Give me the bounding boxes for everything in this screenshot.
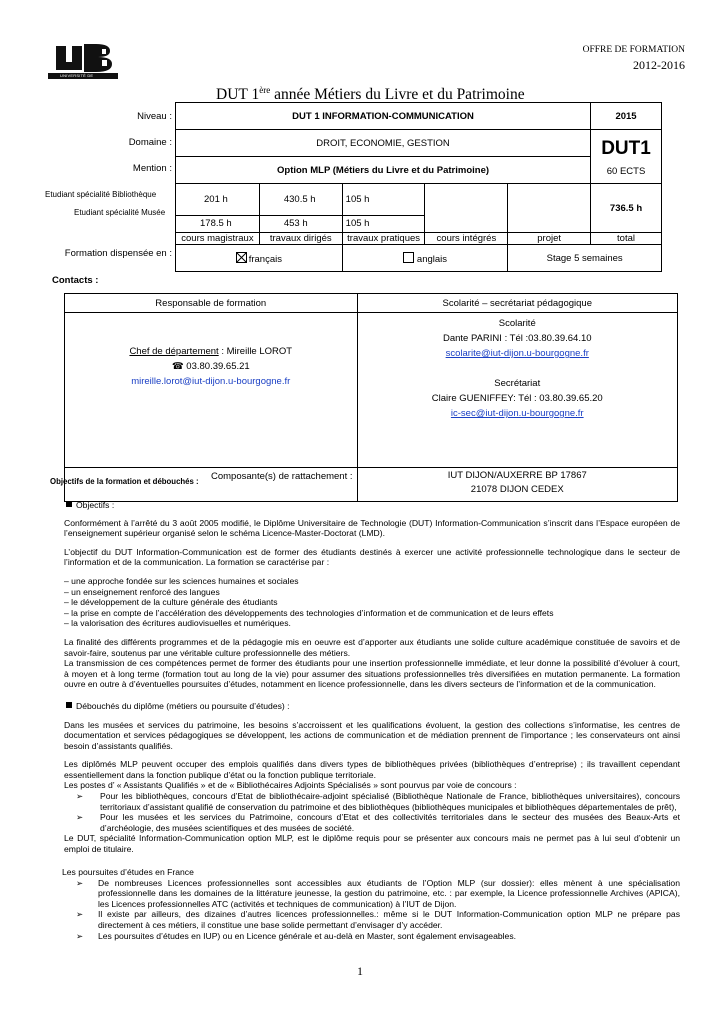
- title-prefix: DUT 1: [216, 86, 260, 104]
- sec-title: Secrétariat: [494, 378, 541, 389]
- objectifs-list-item: – la prise en compte de l’accélération des développements des technologies d’information et de communication et de leurs effets: [64, 607, 554, 618]
- arrow-bullet-icon: ➢: [76, 791, 84, 802]
- musee-label: Etudiant spécialité Musée: [74, 208, 166, 217]
- objectifs-p3: La finalité des différents programmes et de la pédagogie mis en oeuvre est d’apporter aux étudiants une solide culture académique constituée de savoirs et de savoir-faire, soutenus par une véritable culture professionnelle des métiers.: [64, 636, 680, 658]
- scol-name: Dante PARINI : Tél :03.80.39.64.10: [442, 333, 592, 344]
- contacts-title: Contacts :: [52, 275, 99, 286]
- university-logo: [46, 40, 120, 84]
- total-value: 736.5 h: [591, 184, 662, 233]
- composante-label: Composante(s) de rattachement :: [65, 468, 358, 502]
- objectifs-p4: La transmission de ces compétences permet de former des étudiants pour une insertion professionnelle immédiate, et leur donne la possibilité d’évoluer à court, à moyen et à long terme (formation tout au long de la vie) pour assumer des situations professionnelles très diversifiées en mutation permanente. La formation ouvre en outre à d’éventuelles poursuites d’études, notamment en licence professionnelle, dans les divers secteurs de l’information et de la communication.: [64, 658, 680, 690]
- sec-name: Claire GUENIFFEY: Tél : 03.80.39.65.20: [431, 393, 603, 404]
- title-rest: année Métiers du Livre et du Patrimoine: [270, 86, 525, 104]
- mention-label: Mention :: [132, 163, 172, 174]
- objectifs-list-item: – un enseignement renforcé des langues: [64, 586, 220, 597]
- francais-checkbox[interactable]: [236, 252, 247, 263]
- biblio-tp: [342, 184, 425, 233]
- debouches-arrow-item: ➢ Pour les musées et les services du Patrimoine, concours d’Etat et des collectivités territoriales dans le secteur des musées des Beaux-Arts et d’archéologie, des musées scientifiques et des musées de société.: [64, 812, 680, 833]
- poursuites-arrow-item: ➢ Les poursuites d’études en IUP) ou en Licence générale et au-delà en Master, sont également envisageables.: [62, 931, 680, 942]
- poursuites-arrow-item: ➢ Il existe par ailleurs, des dizaines d’autres licences professionnelles.: même si le DUT Information-Communication option MLP ne prépare pas directement à ces métiers, il constitue une base solide permettant d’envisager d’y accéder.: [62, 909, 680, 930]
- objectifs-p1: Conformément à l’arrêté du 3 août 2005 modifié, le Diplôme Universitaire de Technologie (DUT) Information-Communication s’inscrit dans l’Espace européen de l’enseignement supérieur organisé selon le schéma Licence-Master-Doctorat (LMD).: [64, 517, 680, 539]
- square-bullet-icon: [66, 702, 72, 708]
- responsable-cell: [65, 313, 358, 468]
- logo-subtitle: UNIVERSITÉ DE BOURGOGNE: [60, 73, 94, 83]
- scolarite-cell: [357, 313, 677, 468]
- composante-line2: 21078 DIJON CEDEX: [470, 484, 564, 495]
- debouches-p2: Les diplômés MLP peuvent occuper des emplois qualifiés dans divers types de bibliothèques privées (bibliothèques d’entreprise) ; ils travaillent cependant essentiellement dans la fonction publique d’état ou la fonction publique territoriale.: [64, 759, 680, 780]
- domaine-label: Domaine :: [128, 137, 172, 148]
- francais-cell: [176, 245, 343, 272]
- dut1-big: DUT1: [601, 138, 651, 159]
- biblio-cm: [176, 184, 260, 233]
- dispensee-label: Formation dispensée en :: [64, 248, 172, 259]
- objectifs-heading: Objectifs de la formation et débouchés :: [50, 477, 199, 486]
- anglais-checkbox[interactable]: [403, 252, 414, 263]
- offer-years: 2012-2016: [633, 58, 685, 72]
- chef-email[interactable]: mireille.lorot@iut-dijon.u-bourgogne.fr: [131, 376, 291, 387]
- musee-ci-value: [425, 216, 507, 232]
- niveau-value: DUT 1 INFORMATION-COMMUNICATION: [176, 103, 591, 130]
- debouches-arrow-item: ➢ Pour les bibliothèques, concours d’Etat de bibliothécaire-adjoint spécialisé (Bibliothèque Nationale de France, bibliothèques universitaires), concours territoriaux d’assistant qualifié de conservation du patrimoine et des bibliothèques (bibliothèques municipales et bibliothèques départementales de prêt),: [64, 791, 680, 812]
- objectifs-sub: Objectifs :: [64, 500, 680, 511]
- scol-title: Scolarité: [498, 318, 536, 329]
- domaine-value: DROIT, ECONOMIE, GESTION: [176, 130, 591, 157]
- poursuites-section: [62, 867, 680, 941]
- poursuites-title: Les poursuites d’études en France: [62, 867, 194, 877]
- dut1-cell: [591, 130, 662, 184]
- col-header-cm: cours magistraux: [176, 233, 260, 245]
- biblio-ci: [425, 184, 508, 233]
- offer-label: OFFRE DE FORMATION: [582, 45, 685, 55]
- francais-label: français: [248, 253, 282, 265]
- composante-line1: IUT DIJON/AUXERRE BP 17867: [447, 470, 587, 481]
- arrow-bullet-icon: ➢: [76, 909, 84, 920]
- biblio-tp-value: 105 h: [345, 194, 370, 205]
- musee-projet-value: [508, 216, 590, 232]
- chef-name: : Mireille LOROT: [218, 346, 293, 357]
- col-header-projet: projet: [508, 233, 591, 245]
- debouches-p1: Dans les musées et services du patrimoine, les besoins s’accroissent et les qualifications évoluent, la gestion des collections s’informatise, les centres de documentation et services pédagogiques se développent, les actions de communication et de médiation prennent de l’importance ; les conservateurs ont ainsi besoin d’assistants qualifiés.: [64, 719, 680, 751]
- composante-cell: [357, 468, 677, 502]
- debouches-p4: Le DUT, spécialité Information-Communication option MLP, est le diplôme requis pour se présenter aux concours mais ne permet pas à lui seul d’obtenir un emploi de titulaire.: [64, 833, 680, 855]
- col-header-tp: travaux pratiques: [342, 233, 425, 245]
- arrow-bullet-icon: ➢: [76, 812, 84, 823]
- contacts-col2-header: Scolarité – secrétariat pédagogique: [357, 294, 677, 313]
- musee-cm-value: 178.5 h: [176, 215, 259, 232]
- objectifs-section: [64, 500, 680, 855]
- square-bullet-icon: [66, 501, 72, 507]
- anglais-label: anglais: [416, 253, 448, 265]
- col-header-total: total: [591, 233, 662, 245]
- objectifs-list-item: – le développement de la culture générale des étudiants: [64, 597, 278, 608]
- biblio-td: [259, 184, 342, 233]
- chef-phone: 03.80.39.65.21: [186, 361, 250, 372]
- stage-cell: Stage 5 semaines: [508, 245, 662, 272]
- contacts-col1-header: Responsable de formation: [65, 294, 358, 313]
- biblio-cm-value: 201 h: [204, 194, 228, 205]
- page-number: 1: [357, 964, 363, 978]
- biblio-projet: [508, 184, 591, 233]
- musee-tp-value: 105 h: [343, 215, 425, 232]
- debouches-sub: Débouchés du diplôme (métiers ou poursuite d’études) :: [64, 701, 680, 712]
- col-header-ci: cours intégrés: [425, 233, 508, 245]
- chef-label: Chef de département: [129, 346, 219, 357]
- biblio-projet-value: [508, 185, 590, 216]
- biblio-td-value: 430.5 h: [283, 194, 316, 205]
- niveau-label: Niveau :: [137, 111, 172, 122]
- biblio-ci-value: [425, 185, 507, 216]
- objectifs-p2: L’objectif du DUT Information-Communication est de former des étudiants destinés à exercer une activité professionnelle technologique dans le secteur de l’information et de la communication. La formation se caractérise par :: [64, 546, 680, 568]
- ects-value: 60 ECTS: [606, 166, 646, 177]
- arrow-bullet-icon: ➢: [76, 930, 84, 941]
- scol-email[interactable]: scolarite@iut-dijon.u-bourgogne.fr: [445, 348, 589, 359]
- objectifs-list-item: – la valorisation des écritures audiovisuelles et numériques.: [64, 618, 291, 629]
- objectifs-list-item: – une approche fondée sur les sciences humaines et sociales: [64, 575, 299, 586]
- anglais-cell: [342, 245, 508, 272]
- arrow-bullet-icon: ➢: [76, 877, 84, 888]
- formation-table: [175, 102, 662, 272]
- contacts-table: [64, 293, 678, 502]
- title-sup: ère: [259, 85, 271, 95]
- sec-email[interactable]: ic-sec@iut-dijon.u-bourgogne.fr: [450, 408, 584, 419]
- checked-x-icon: [237, 253, 246, 262]
- debouches-p3: Les postes d’ « Assistants Qualifiés » et de « Bibliothécaires Adjoints Spécialisés » sont pourvus par voie de concours :: [64, 780, 517, 791]
- biblio-label: Etudiant spécialité Bibliothèque: [45, 190, 157, 199]
- col-header-td: travaux dirigés: [259, 233, 342, 245]
- musee-td-value: 453 h: [260, 215, 342, 232]
- poursuites-arrow-item: ➢ De nombreuses Licences professionnelles sont accessibles aux étudiants de l’Option MLP (sur dossier): elles mènent à une spécialisation professionnelle dans les domaines de la littérature jeunesse, la gestion du patrimoine, etc. : par exemple, la Licence professionnelle Archives (APICA), les Licences professionnelles ATC (activités et techniques de communication) à l’IUT de Dijon.: [62, 878, 680, 910]
- phone-icon: ☎: [171, 361, 184, 372]
- year-cell: 2015: [591, 103, 662, 130]
- mention-value: Option MLP (Métiers du Livre et du Patrimoine): [176, 157, 591, 184]
